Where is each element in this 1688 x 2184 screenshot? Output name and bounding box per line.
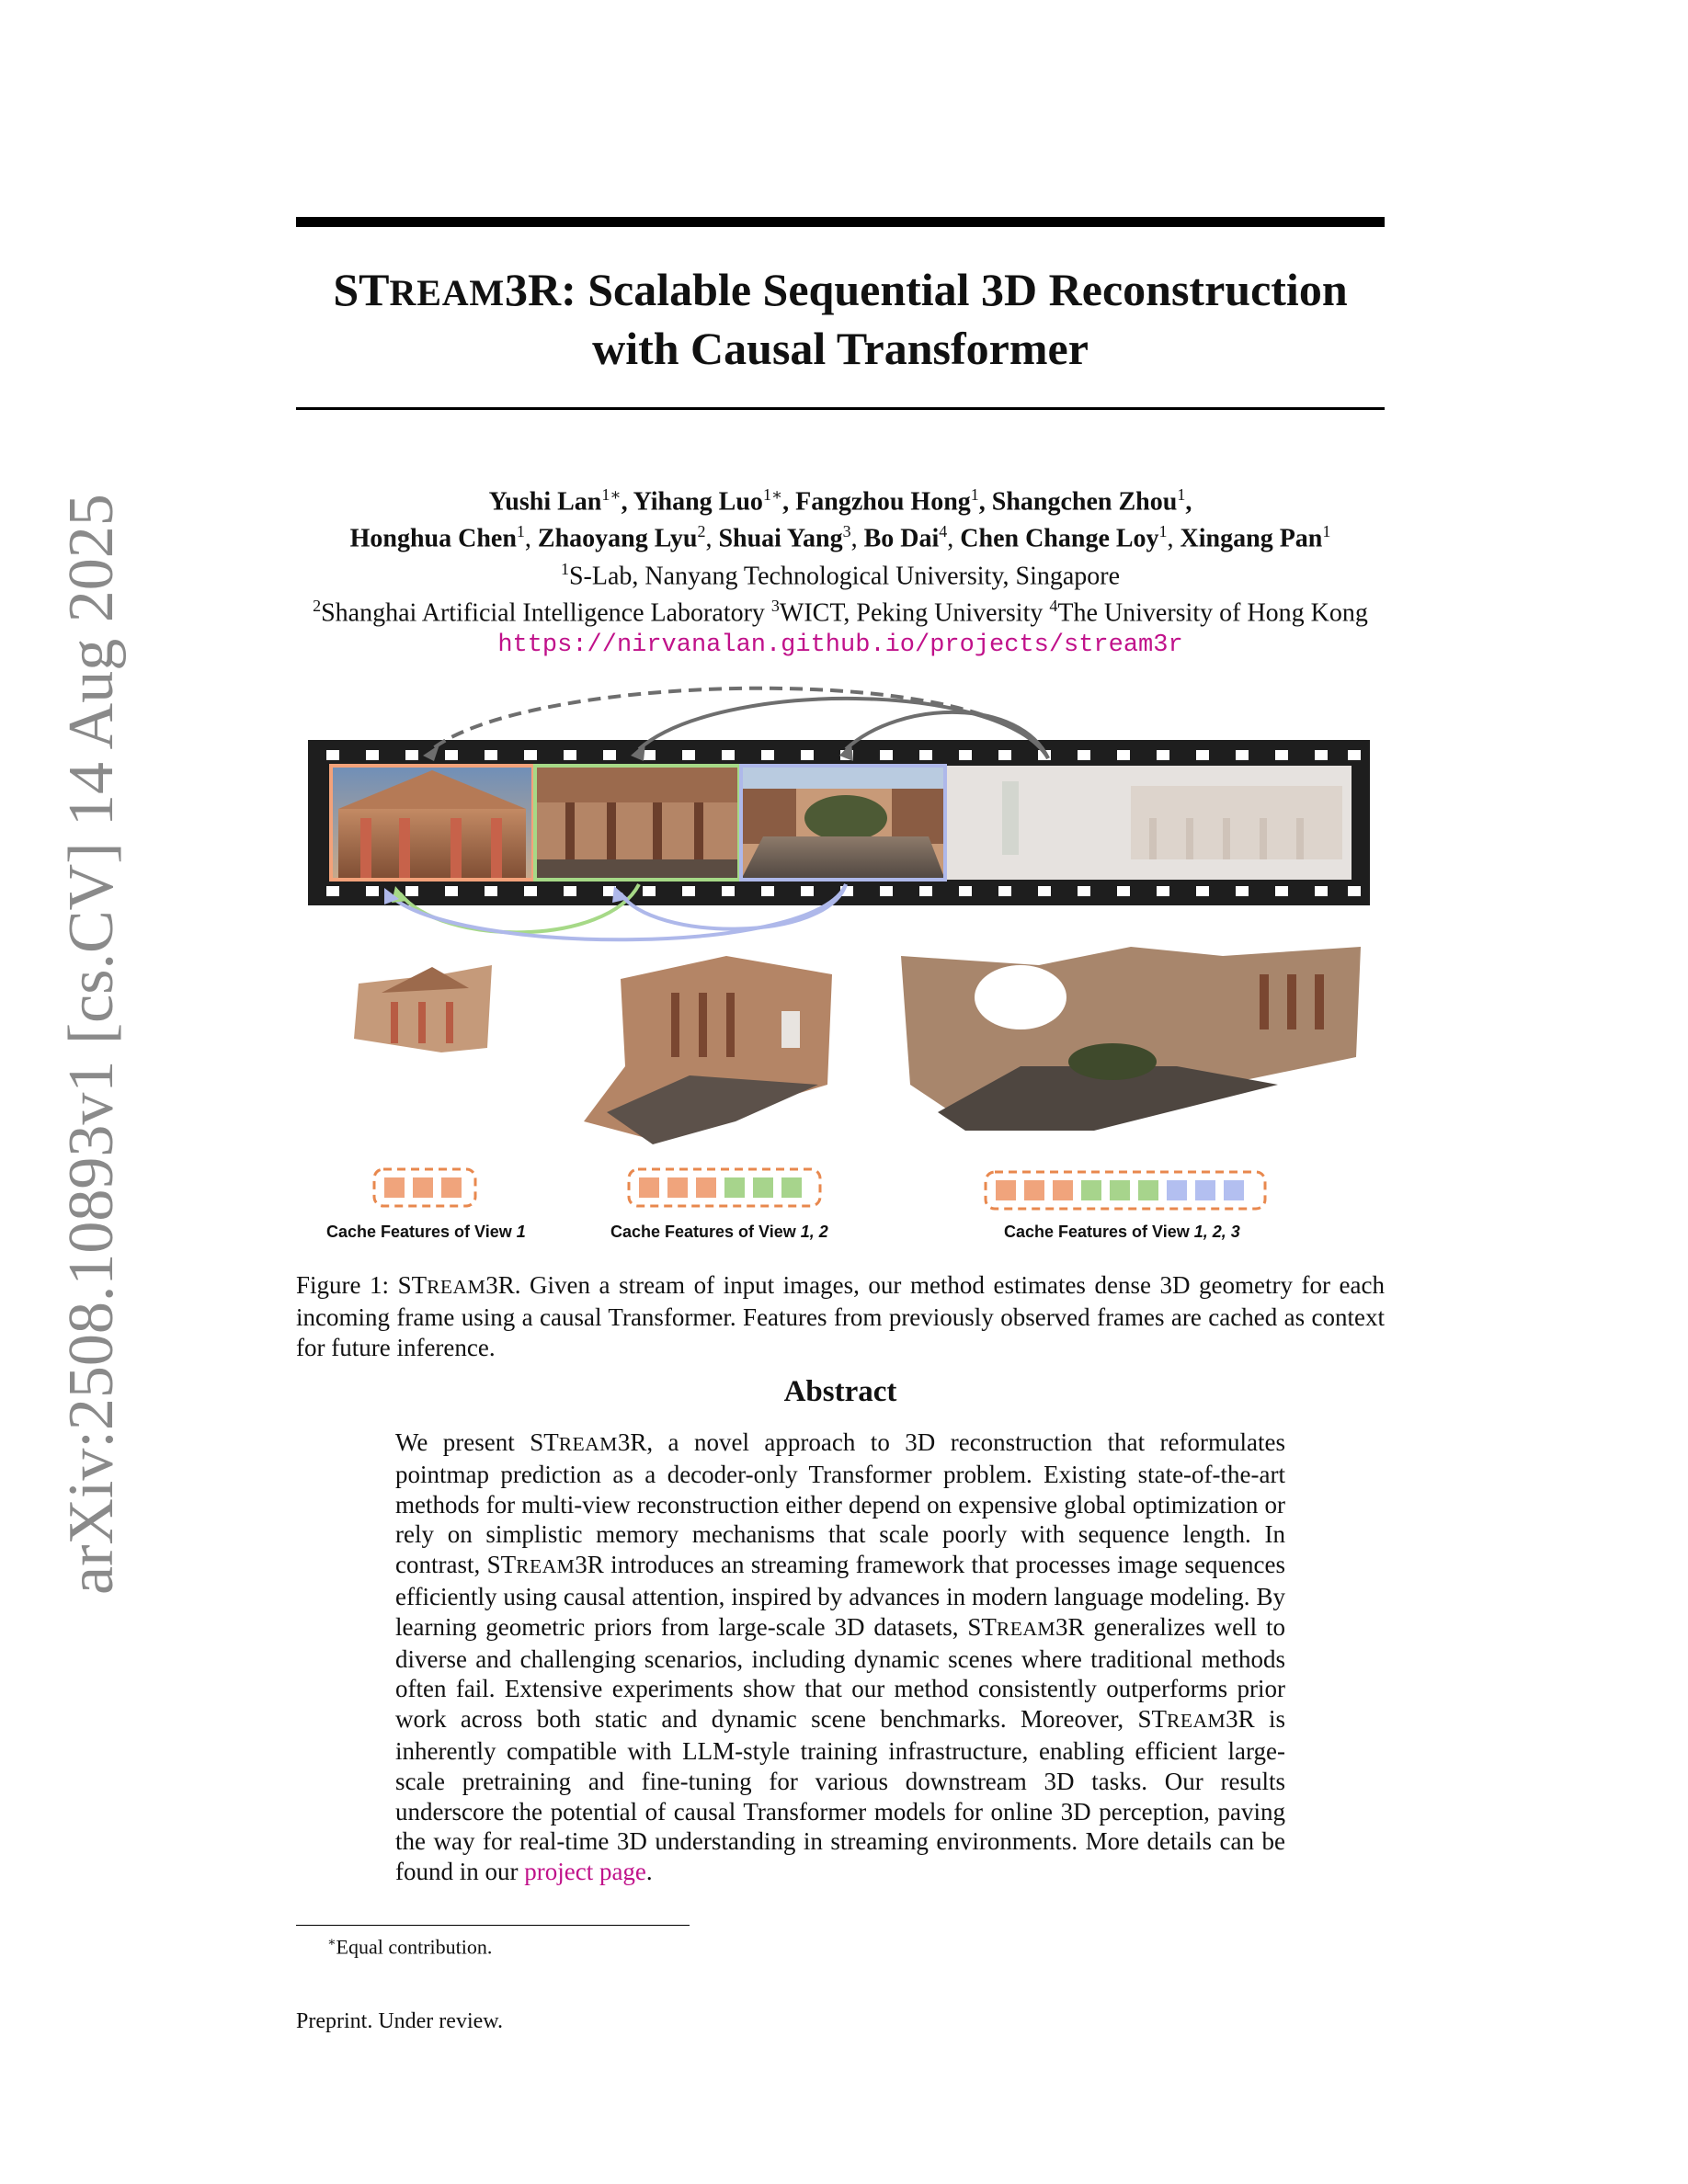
method-name-prefix: ST [967,1612,997,1641]
author-sup: 1 [1158,522,1168,541]
caption-name-prefix: ST [397,1271,428,1299]
author-name: Yihang Luo [633,487,763,517]
cache-token-view1 [1024,1180,1044,1200]
caption-name-smallcaps: REAM [427,1276,486,1298]
cache-label-views: 1, 2, 3 [1193,1223,1240,1241]
cache-token-view2 [1081,1180,1101,1200]
cache-token-view1 [667,1177,688,1198]
author-sep: , [850,524,864,553]
method-name-smallcaps: REAM [1166,1710,1226,1733]
author-name: Bo Dai [863,524,940,553]
title-line1-rest: : Scalable Sequential 3D Reconstruction [561,264,1348,315]
frame-view-1 [331,766,533,880]
cache-box-view-1 [374,1169,475,1206]
arxiv-stamp: arXiv:2508.10893v1 [cs.CV] 14 Aug 2025 [56,494,127,1595]
author-name: Fangzhou Hong [795,487,971,517]
cache-label-view-1-2 [610,1223,828,1242]
abstract-text: We present [395,1428,530,1456]
frame-view-2 [535,766,739,880]
author-sup: 4 [939,522,948,541]
author-name: Chen Change Loy [960,524,1159,553]
cache-token-view2 [724,1177,745,1198]
caption-text: . Given a stream of input images, our method estimates dense 3D geometry for each incoming frame using a causal Transformer. Features from previously observed frames are cached as context for future inference. [296,1271,1385,1361]
cache-token-view3 [1195,1180,1215,1200]
title-bottom-rule [296,407,1385,410]
affiliation-text: WICT, Peking University [779,598,1050,628]
cache-token-view1 [384,1177,405,1198]
abstract-text: introduces an streaming framework that processes image sequences efficiently using causal attention, inspired by advances in modern language modeling. By learning geometric priors from large-scale 3D datasets, [395,1551,1285,1641]
title-line-2: with Causal Transformer [592,323,1089,374]
project-page-link[interactable]: project page [524,1858,646,1886]
title-line-1 [296,262,1385,321]
author-sep: , [1185,487,1192,517]
reconstruction-view-1 [354,965,492,1052]
authors-line-1 [296,480,1385,517]
abstract-text: generalizes well to diverse and challenging scenarios, including dynamic scenes where traditional methods often fail. Extensive experiments show that our method consistently outperforms prior work across both static and dynamic scene benchmarks. Moreover, [395,1612,1285,1734]
method-name-smallcaps: REAM [558,1433,618,1455]
affiliation-sup: 2 [313,596,322,615]
top-rule [296,217,1385,227]
affiliation-1 [296,554,1385,591]
method-name-prefix: ST [486,1551,517,1579]
author-sup: 2 [697,522,706,541]
footnote-text: Equal contribution. [336,1935,493,1959]
cache-label-views: 1, 2 [800,1223,828,1241]
frame-view-4-faded [947,766,1352,880]
footnote-mark: ∗ [327,1936,336,1950]
cache-label-views: 1 [516,1223,526,1241]
footnote-rule [296,1925,690,1926]
method-name-suffix: 3R [617,1428,647,1456]
author-sep: , [782,487,796,517]
author-sep: , [978,487,992,517]
author-sup: 1∗ [762,485,783,504]
cache-token-view2 [1110,1180,1130,1200]
affiliation-sup: 3 [770,596,780,615]
authors-line-2 [296,517,1385,553]
method-name-prefix: ST [530,1428,559,1456]
cache-label-view-1 [326,1223,526,1242]
reconstruction-view-1-2-3 [901,947,1361,1131]
abstract-heading: Abstract [783,1375,897,1408]
author-name: Honghua Chen [349,524,517,553]
author-sup: 1 [970,485,979,504]
frame-view-3 [741,766,945,880]
author-name: Yushi Lan [488,487,602,517]
title-name-prefix: ST [333,264,390,315]
cache-token-view1 [639,1177,659,1198]
author-name: Zhaoyang Lyu [537,524,698,553]
figure-caption [296,1270,1385,1363]
method-name-suffix: 3R [1226,1705,1255,1734]
author-sep: , [947,524,961,553]
teaser-figure [303,680,1388,1250]
abstract-text: , a novel approach to 3D reconstruction that reformulates pointmap prediction as a decoder-only Transformer problem. Existing state-of-the-art methods for multi-view reconstruction either depend on expensive global optimization or rely on simplistic memory mechanisms that scale poorly with sequence length. In contrast, [395,1428,1285,1579]
author-sep: , [621,487,633,517]
author-name: Shuai Yang [718,524,843,553]
cache-label-prefix: Cache Features of View [610,1223,801,1241]
cache-token-view3 [1224,1180,1244,1200]
author-sup: 1∗ [601,485,622,504]
author-sep: , [524,524,538,553]
affiliation-text: Shanghai Artificial Intelligence Laboratory [321,598,771,628]
project-url-line [296,628,1385,661]
author-sup: 1 [516,522,525,541]
abstract-text: is inherently compatible with LLM-style training infrastructure, enabling efficient large-scale pretraining and fine-tuning for various downstream 3D tasks. Our results underscore the potential of causal Transformer models for online 3D perception, paving the way for real-time 3D understanding in streaming environments. More details can be found in our [395,1705,1285,1886]
paper-title [296,262,1385,376]
method-name-suffix: 3R [575,1551,604,1579]
affiliation-2 [296,591,1385,628]
author-sep: , [1167,524,1180,553]
abstract-body [395,1428,1285,1887]
footnote [327,1935,492,1959]
abstract-end: . [645,1858,653,1886]
title-name-smallcaps: REAM [389,272,505,313]
caption-name-suffix: 3R [485,1271,515,1299]
author-sup: 1 [1322,522,1331,541]
preprint-notice: Preprint. Under review. [296,2009,504,2033]
cache-label-prefix: Cache Features of View [1004,1223,1194,1241]
cache-token-view1 [441,1177,462,1198]
cache-token-view2 [1138,1180,1158,1200]
affiliation-text: The University of Hong Kong [1057,598,1368,628]
cache-token-view1 [996,1180,1016,1200]
method-name-prefix: ST [1137,1705,1167,1734]
author-block [296,480,1385,661]
author-sup: 1 [1177,485,1186,504]
method-name-suffix: 3R [1055,1612,1085,1641]
author-sep: , [705,524,719,553]
cache-token-view1 [413,1177,433,1198]
cache-token-view3 [1167,1180,1187,1200]
cache-token-view2 [781,1177,802,1198]
project-url-link[interactable]: https://nirvanalan.github.io/projects/stream3r [497,631,1183,660]
author-sup: 3 [842,522,851,541]
title-name-suffix: 3R [504,264,562,315]
cache-label-prefix: Cache Features of View [326,1223,517,1241]
reconstruction-view-1-2 [584,956,832,1144]
method-name-smallcaps: REAM [996,1617,1056,1640]
author-name: Shangchen Zhou [991,487,1178,517]
method-name-smallcaps: REAM [516,1555,576,1578]
author-name: Xingang Pan [1180,524,1323,553]
cache-token-view1 [1053,1180,1073,1200]
cache-label-view-1-2-3 [1004,1223,1240,1242]
affiliation-sup: 4 [1049,596,1058,615]
affiliation-sup: 1 [560,559,569,578]
cache-token-view2 [753,1177,773,1198]
affiliation-text: S-Lab, Nanyang Technological University, Singapore [568,561,1121,590]
cache-box-view-1-2 [629,1169,820,1206]
cache-token-view1 [696,1177,716,1198]
cache-box-view-1-2-3 [986,1172,1265,1209]
caption-label: Figure 1: [296,1271,398,1299]
